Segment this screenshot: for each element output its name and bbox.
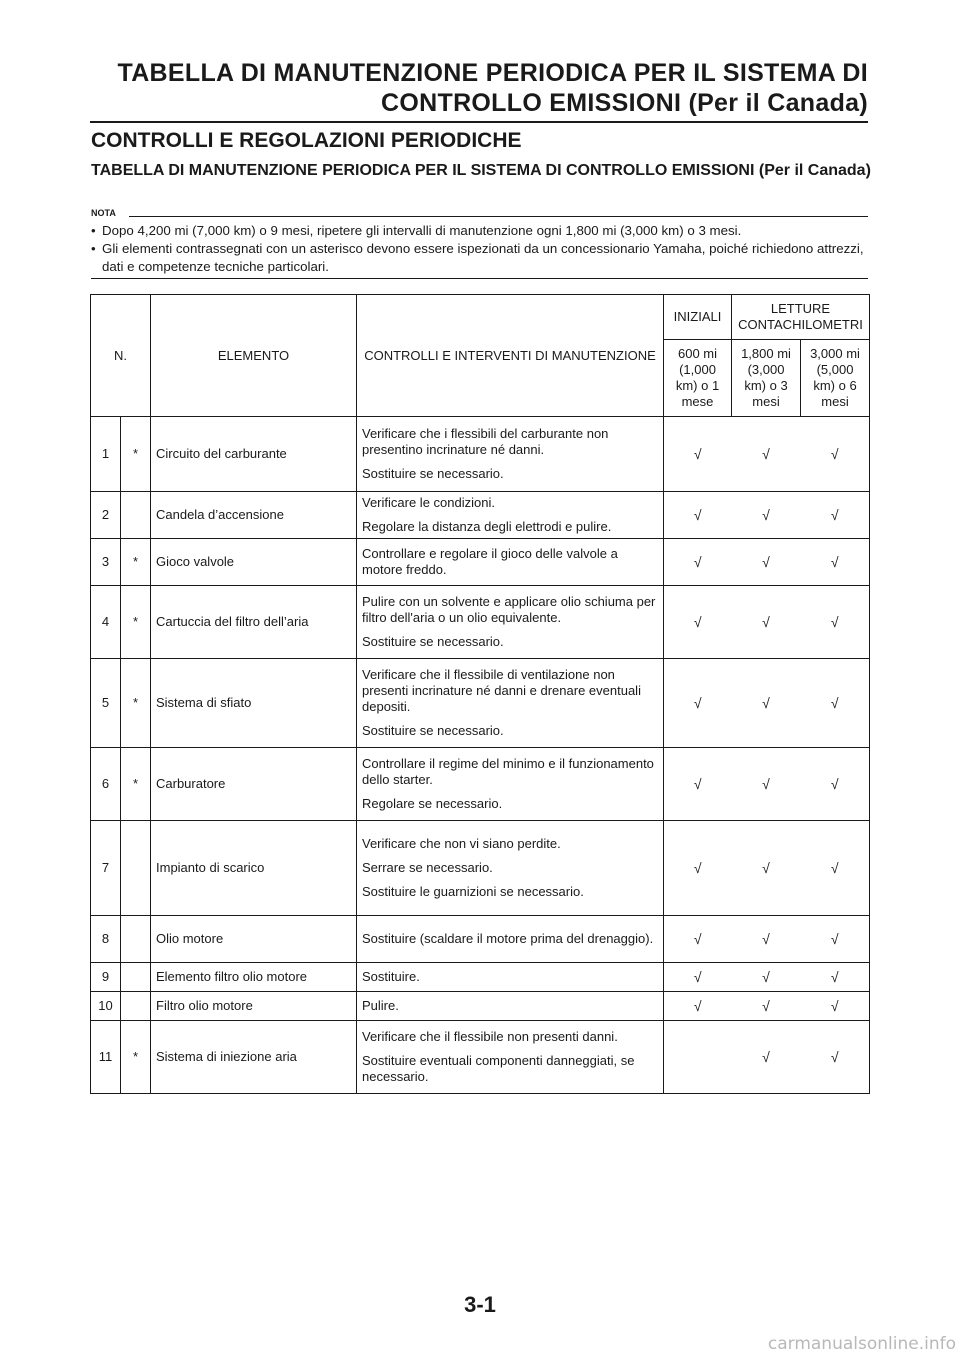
dealer-asterisk: * — [121, 586, 151, 659]
dealer-asterisk: * — [121, 1021, 151, 1094]
check-mark: √ — [664, 748, 732, 821]
action-list — [357, 1021, 664, 1094]
item-name: Sistema di iniezione aria — [151, 1021, 357, 1094]
table-heading: TABELLA DI MANUTENZIONE PERIODICA PER IL SISTEMA DI CONTROLLO EMISSIONI (Per il Canada) — [91, 162, 871, 179]
row-number: 3 — [91, 539, 121, 586]
action-text: Sostituire. — [362, 969, 420, 984]
action-text: Sostituire se necessario. — [362, 723, 504, 738]
check-mark: √ — [801, 492, 870, 539]
dealer-asterisk: * — [121, 417, 151, 492]
row-number: 10 — [91, 992, 121, 1021]
action-list — [357, 821, 664, 916]
check-mark: √ — [732, 821, 801, 916]
action-text: Sostituire (scaldare il motore prima del drenaggio). — [362, 931, 654, 946]
check-mark: √ — [801, 1021, 870, 1094]
item-name: Candela d’accensione — [151, 492, 357, 539]
check-mark: √ — [664, 586, 732, 659]
action-list — [357, 539, 664, 586]
action-list — [357, 963, 664, 992]
table-row — [91, 1021, 870, 1094]
check-mark: √ — [664, 821, 732, 916]
action-text: Sostituire se necessario. — [362, 634, 504, 649]
action-list — [357, 748, 664, 821]
check-mark: √ — [664, 539, 732, 586]
page-title-line-1: TABELLA DI MANUTENZIONE PERIODICA PER IL SISTEMA DI — [117, 59, 868, 87]
dealer-asterisk — [121, 992, 151, 1021]
table-row — [91, 821, 870, 916]
header-no: N. — [91, 295, 151, 417]
item-name: Olio motore — [151, 916, 357, 963]
dealer-asterisk — [121, 821, 151, 916]
check-mark: √ — [732, 417, 801, 492]
check-mark: √ — [801, 417, 870, 492]
dealer-asterisk: * — [121, 748, 151, 821]
check-mark: √ — [801, 963, 870, 992]
watermark: carmanualsonline.info — [767, 1334, 956, 1354]
check-mark: √ — [801, 539, 870, 586]
title-divider — [90, 121, 868, 123]
maintenance-table — [90, 294, 870, 1094]
action-text: Sostituire eventuali componenti danneggiati, se necessario. — [362, 1053, 635, 1084]
check-mark: √ — [664, 659, 732, 748]
table-row — [91, 586, 870, 659]
action-text: Pulire con un solvente e applicare olio schiuma per filtro dell'aria o un olio equivalente. — [362, 594, 656, 625]
item-name: Gioco valvole — [151, 539, 357, 586]
dealer-asterisk — [121, 916, 151, 963]
check-mark: √ — [732, 1021, 801, 1094]
action-text: Pulire. — [362, 998, 399, 1013]
action-text: Regolare se necessario. — [362, 796, 503, 811]
page-title-line-2: CONTROLLO EMISSIONI (Per il Canada) — [381, 89, 868, 117]
row-number: 4 — [91, 586, 121, 659]
row-number: 6 — [91, 748, 121, 821]
header-interval: 1,800 mi (3,000 km) o 3 mesi — [732, 340, 801, 417]
table-row — [91, 417, 870, 492]
check-mark: √ — [732, 963, 801, 992]
table-row — [91, 659, 870, 748]
check-mark: √ — [732, 586, 801, 659]
row-number: 1 — [91, 417, 121, 492]
table-row — [91, 963, 870, 992]
note-end-rule — [91, 278, 868, 279]
action-list — [357, 992, 664, 1021]
check-mark: √ — [732, 992, 801, 1021]
check-mark: √ — [801, 992, 870, 1021]
check-mark: √ — [801, 748, 870, 821]
section-heading: CONTROLLI E REGOLAZIONI PERIODICHE — [91, 129, 522, 152]
check-mark: √ — [732, 539, 801, 586]
check-mark: √ — [732, 916, 801, 963]
page-title — [90, 58, 868, 118]
table-header-row — [91, 295, 870, 340]
row-number: 5 — [91, 659, 121, 748]
check-mark: √ — [664, 492, 732, 539]
row-number: 9 — [91, 963, 121, 992]
check-mark: √ — [664, 992, 732, 1021]
row-number: 8 — [91, 916, 121, 963]
dealer-asterisk: * — [121, 659, 151, 748]
dealer-asterisk — [121, 492, 151, 539]
check-mark: √ — [732, 492, 801, 539]
table-row — [91, 539, 870, 586]
action-text: Serrare se necessario. — [362, 860, 493, 875]
row-number: 2 — [91, 492, 121, 539]
row-number: 7 — [91, 821, 121, 916]
table-row — [91, 492, 870, 539]
action-text: Verificare che il flessibile non presenti danni. — [362, 1029, 618, 1044]
item-name: Carburatore — [151, 748, 357, 821]
action-text: Verificare che il flessibile di ventilazione non presenti incrinature né danni e drenare eventuali depositi. — [362, 667, 641, 714]
action-text: Sostituire se necessario. — [362, 466, 504, 481]
header-checks: CONTROLLI E INTERVENTI DI MANUTENZIONE — [357, 295, 664, 417]
item-name: Sistema di sfiato — [151, 659, 357, 748]
header-initial: INIZIALI — [664, 295, 732, 340]
check-mark: √ — [801, 586, 870, 659]
action-text: Controllare il regime del minimo e il funzionamento dello starter. — [362, 756, 654, 787]
table-row — [91, 916, 870, 963]
header-odometer: LETTURE CONTACHILOMETRI — [732, 295, 870, 340]
note-rule — [129, 216, 868, 217]
action-list — [357, 417, 664, 492]
action-text: Controllare e regolare il gioco delle valvole a motore freddo. — [362, 546, 618, 577]
note-item: • Gli elementi contrassegnati con un asterisco devono essere ispezionati da un concessionario Yamaha, poiché richiedono attrezzi, dati e competenze tecniche particolari. — [91, 240, 868, 276]
note-item: • Dopo 4,200 mi (7,000 km) o 9 mesi, ripetere gli intervalli di manutenzione ogni 1,800 mi (3,000 km) o 3 mesi. — [91, 222, 868, 240]
item-name: Circuito del carburante — [151, 417, 357, 492]
note-header — [91, 208, 868, 222]
action-list — [357, 492, 664, 539]
action-text: Verificare le condizioni. — [362, 495, 495, 510]
table-row — [91, 748, 870, 821]
page-number: 3-1 — [464, 1292, 496, 1317]
action-list — [357, 586, 664, 659]
dealer-asterisk: * — [121, 539, 151, 586]
dealer-asterisk — [121, 963, 151, 992]
item-name: Impianto di scarico — [151, 821, 357, 916]
header-item: ELEMENTO — [151, 295, 357, 417]
check-mark: √ — [732, 659, 801, 748]
check-mark: √ — [801, 916, 870, 963]
check-mark: √ — [664, 417, 732, 492]
note-label: NOTA — [91, 208, 120, 218]
check-mark: √ — [664, 963, 732, 992]
item-name: Filtro olio motore — [151, 992, 357, 1021]
header-interval: 600 mi (1,000 km) o 1 mese — [664, 340, 732, 417]
action-text: Verificare che non vi siano perdite. — [362, 836, 561, 851]
action-list — [357, 916, 664, 963]
item-name: Cartuccia del filtro dell’aria — [151, 586, 357, 659]
action-text: Sostituire le guarnizioni se necessario. — [362, 884, 584, 899]
check-mark: √ — [801, 821, 870, 916]
action-list — [357, 659, 664, 748]
check-mark — [664, 1021, 732, 1094]
item-name: Elemento filtro olio motore — [151, 963, 357, 992]
check-mark: √ — [801, 659, 870, 748]
check-mark: √ — [664, 916, 732, 963]
check-mark: √ — [732, 748, 801, 821]
action-text: Regolare la distanza degli elettrodi e pulire. — [362, 519, 612, 534]
note-list — [91, 222, 868, 276]
header-interval: 3,000 mi (5,000 km) o 6 mesi — [801, 340, 870, 417]
row-number: 11 — [91, 1021, 121, 1094]
action-text: Verificare che i flessibili del carburante non presentino incrinature né danni. — [362, 426, 609, 457]
table-row — [91, 992, 870, 1021]
